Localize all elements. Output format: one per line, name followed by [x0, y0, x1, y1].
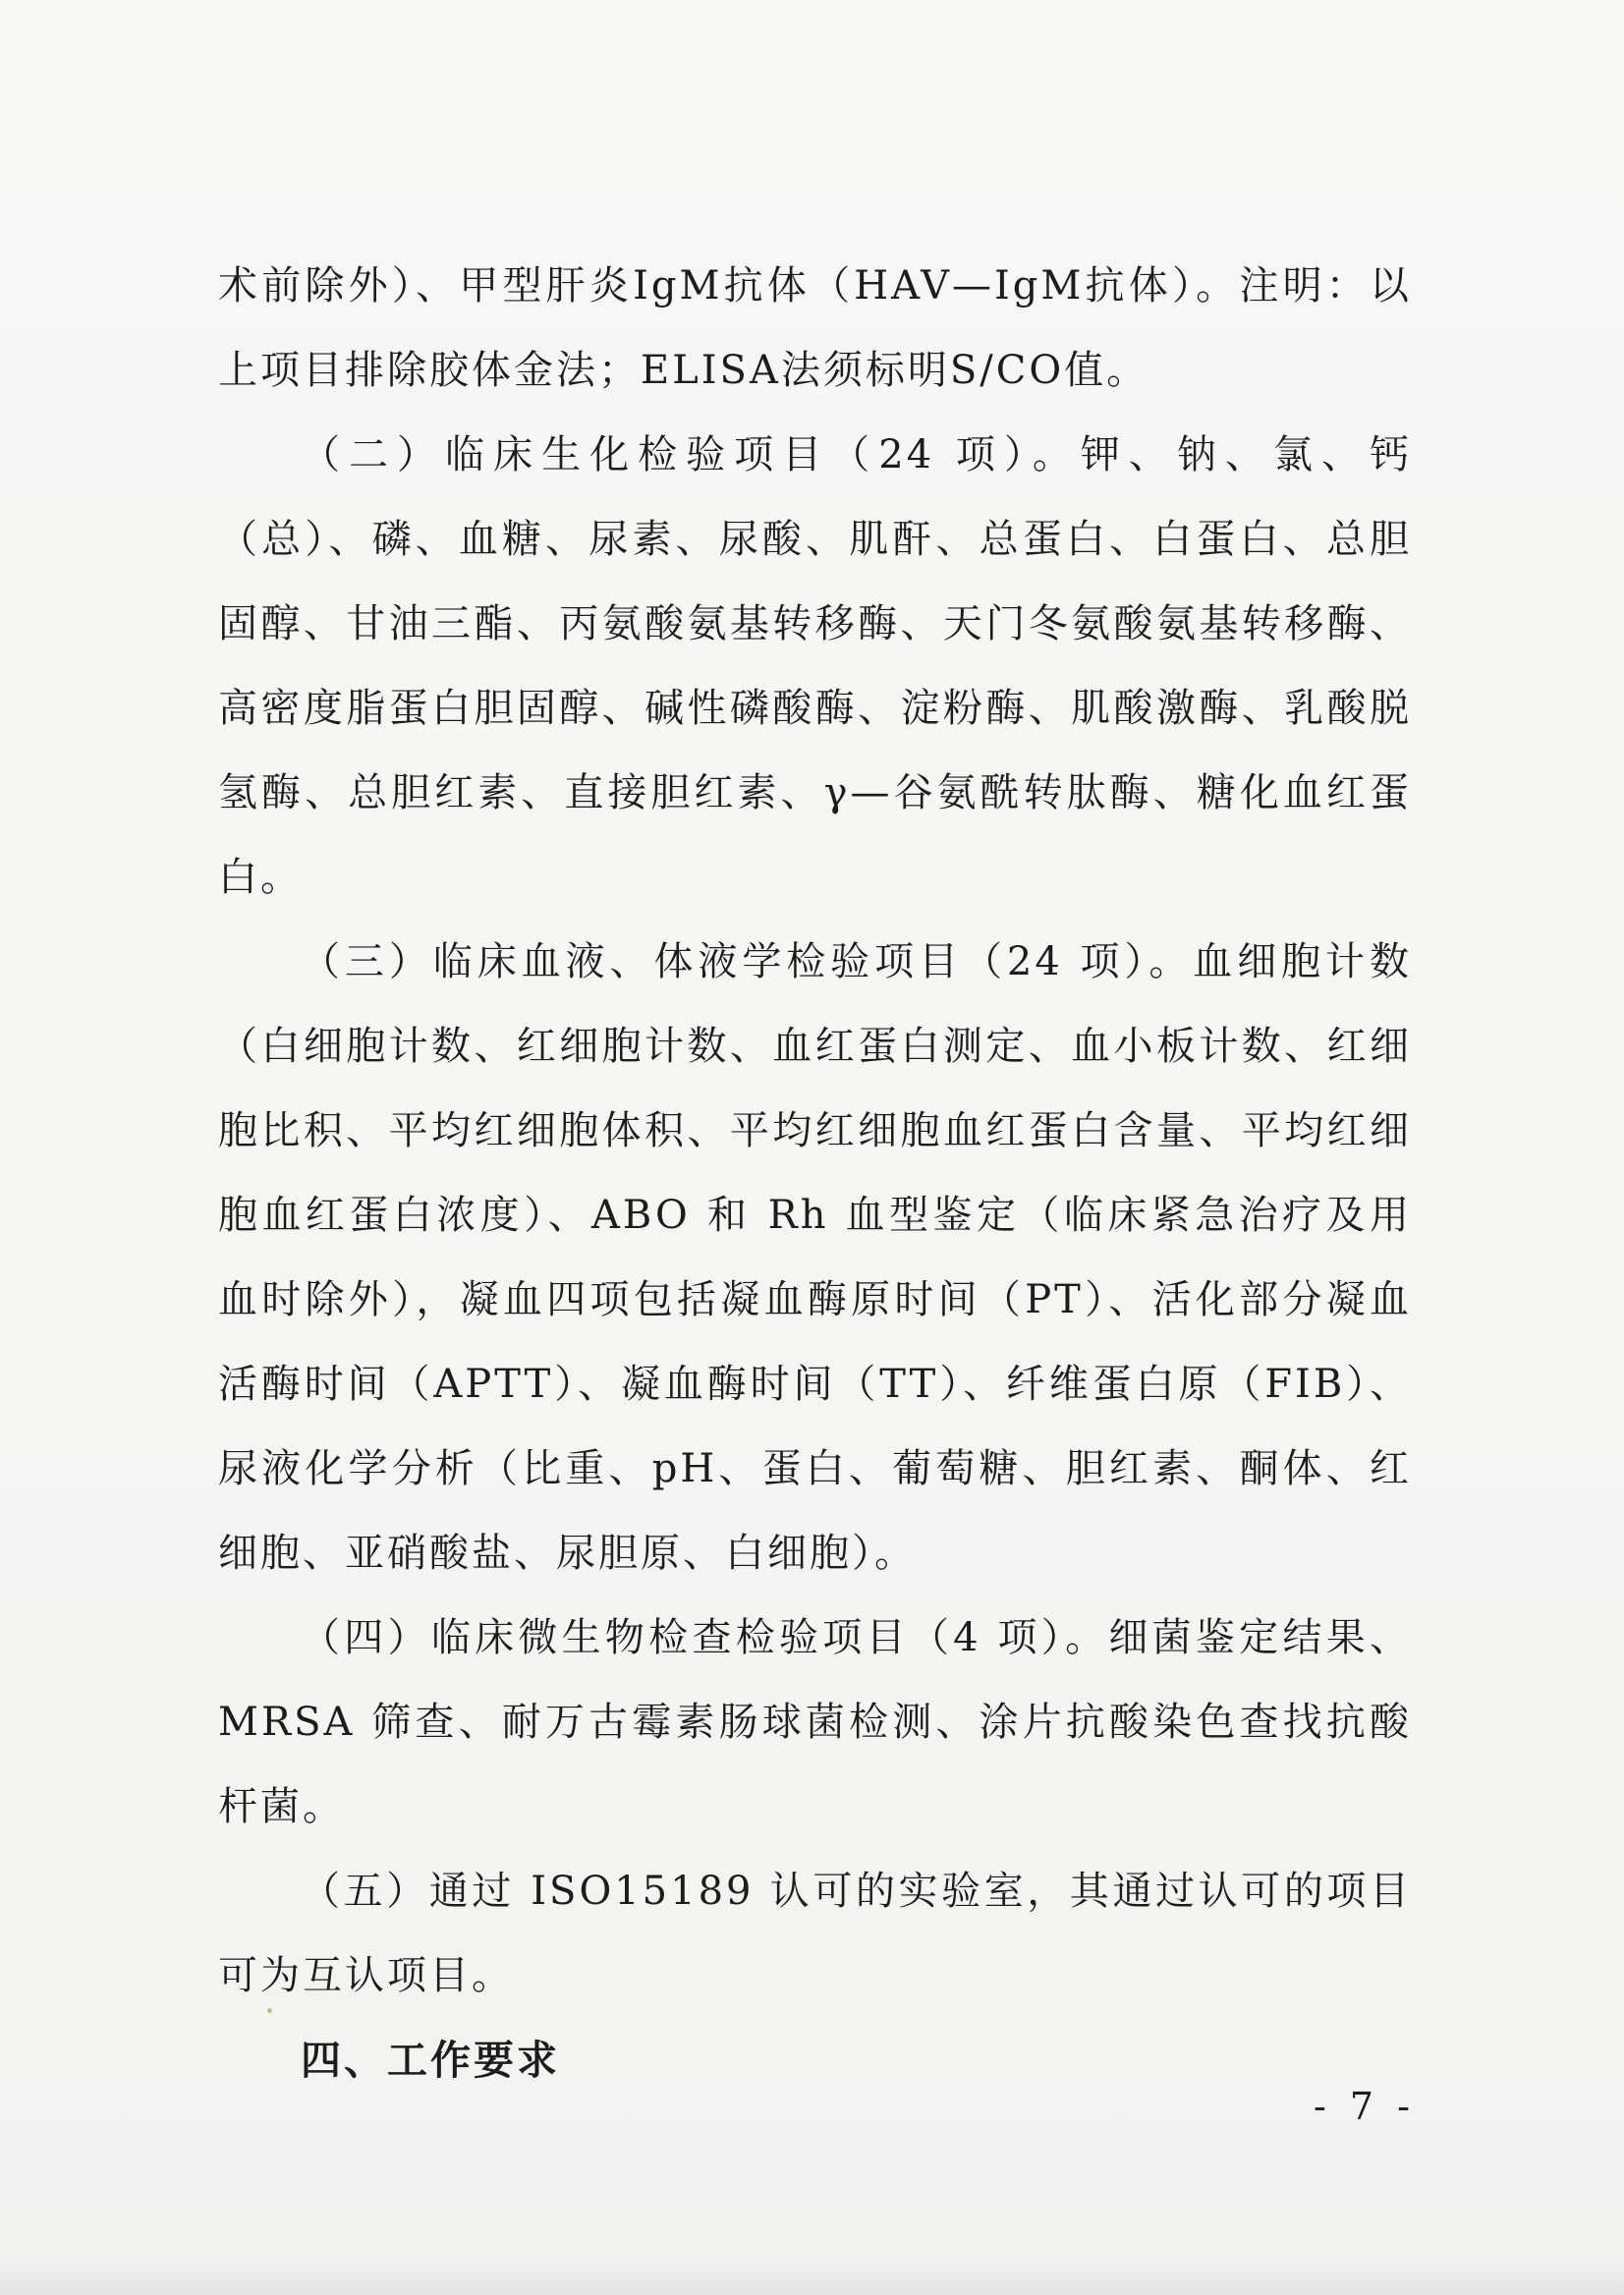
section-heading: 四、工作要求: [301, 2037, 560, 2084]
paragraph-iso-accreditation: （五）通过 ISO15189 认可的实验室，其通过认可的项目可为互认项目。: [218, 1869, 1412, 1998]
body-text: [218, 244, 1412, 2102]
paragraph-clinical-biochemistry: （二）临床生化检验项目（24 项）。钾、钠、氯、钙（总）、磷、血糖、尿素、尿酸、肌酐、总蛋白、白蛋白、总胆固醇、甘油三酯、丙氨酸氨基转移酶、天门冬氨酸氨基转移酶、高密度脂蛋白胆固醇、碱性磷酸酶、淀粉酶、肌酸激酶、乳酸脱氢酶、总胆红素、直接胆红素、γ—谷氨酰转肽酶、糖化血红蛋白。: [218, 432, 1412, 900]
paragraph-clinical-hematology: （三）临床血液、体液学检验项目（24 项）。血细胞计数（白细胞计数、红细胞计数、血红蛋白测定、血小板计数、红细胞比积、平均红细胞体积、平均红细胞血红蛋白含量、平均红细胞血红蛋白浓度）、ABO 和 Rh 血型鉴定（临床紧急治疗及用血时除外），凝血四项包括凝血酶原时间（PT）、活化部分凝血活酶时间（APTT）、凝血酶时间（TT）、纤维蛋白原（FIB）、尿液化学分析（比重、pH、蛋白、葡萄糖、胆红素、酮体、红细胞、亚硝酸盐、尿胆原、白细胞）。: [218, 939, 1412, 1576]
paragraph-continuation: 术前除外）、甲型肝炎IgM抗体（HAV—IgM抗体）。注明：以上项目排除胶体金法；ELISA法须标明S/CO值。: [218, 263, 1412, 393]
page-number: - 7 -: [1313, 2085, 1416, 2128]
paragraph-clinical-microbiology: （四）临床微生物检查检验项目（4 项）。细菌鉴定结果、MRSA 筛查、耐万古霉素肠球菌检测、涂片抗酸染色查找抗酸杆菌。: [218, 1615, 1412, 1829]
scan-speck: [267, 2008, 272, 2013]
scan-edge-shadow: [0, 2256, 1624, 2295]
